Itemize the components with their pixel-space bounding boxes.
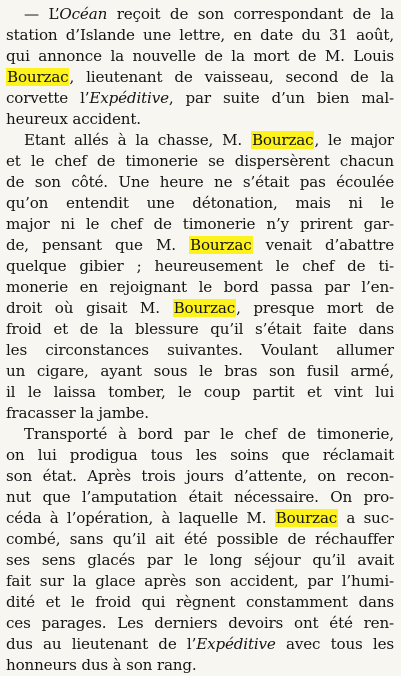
text-line: [6, 529, 394, 550]
text-segment: combé, sans qu’il ait été possible de réchauffer: [6, 530, 394, 548]
text-segment: , presque mort de: [236, 299, 394, 317]
text-segment: — L’: [24, 5, 60, 23]
text-line: [6, 424, 394, 445]
text-line: [6, 109, 394, 130]
text-segment: qui annonce la nouvelle de la mort de M. Louis: [6, 47, 394, 65]
text-segment: major ni le chef de timonerie n’y prirent gar-: [6, 215, 394, 233]
text-segment: avec tous les: [275, 635, 394, 653]
text-line: [6, 193, 394, 214]
text-segment: nut que l’amputation était nécessaire. On pro-: [6, 488, 394, 506]
article-body: [6, 4, 394, 676]
text-segment: corvette l’: [6, 89, 90, 107]
text-line: [6, 655, 394, 676]
text-segment: , par suite d’un bien mal-: [168, 89, 394, 107]
highlighted-name: Bourzac: [190, 236, 252, 254]
text-line: [6, 4, 394, 25]
text-line: [6, 613, 394, 634]
text-line: [6, 445, 394, 466]
text-line: [6, 277, 394, 298]
text-line: [6, 25, 394, 46]
text-line: [6, 256, 394, 277]
text-segment: on lui prodigua tous les soins que réclamait: [6, 446, 394, 464]
text-segment: et le chef de timonerie se dispersèrent chacun: [6, 152, 394, 170]
text-segment: fait sur la glace après son accident, par l’humi-: [6, 572, 394, 590]
italic-title: Expéditive: [89, 89, 169, 107]
text-line: [6, 130, 394, 151]
text-line: [6, 487, 394, 508]
text-segment: froid et de la blessure qu’il s’était faite dans: [6, 320, 394, 338]
text-segment: un cigare, ayant sous le bras son fusil armé,: [6, 362, 394, 380]
text-line: [6, 151, 394, 172]
highlighted-name: Bourzac: [173, 299, 236, 317]
text-segment: de, pensant que M.: [6, 236, 190, 254]
text-line: [6, 382, 394, 403]
text-segment: les circonstances suivantes. Voulant allumer: [6, 341, 394, 359]
text-segment: ces parages. Les derniers devoirs ont été ren-: [6, 614, 394, 632]
text-segment: céda à l’opération, à laquelle M.: [6, 509, 275, 527]
text-segment: monerie en rejoignant le bord passa par l’en-: [6, 278, 394, 296]
text-segment: Etant allés à la chasse, M.: [24, 131, 251, 149]
text-line: [6, 634, 394, 655]
text-line: [6, 67, 394, 88]
text-line: [6, 46, 394, 67]
text-segment: , lieutenant de vaisseau, second de la: [69, 68, 394, 86]
text-segment: , le major: [314, 131, 394, 149]
text-segment: il le laissa tomber, le coup partit et vint lui: [6, 383, 394, 401]
text-line: [6, 466, 394, 487]
text-line: [6, 172, 394, 193]
text-line: [6, 403, 394, 424]
text-segment: droit où gisait M.: [6, 299, 173, 317]
text-segment: dus au lieutenant de l’: [6, 635, 197, 653]
text-segment: reçoit de son correspondant de la: [107, 5, 394, 23]
text-line: [6, 508, 394, 529]
text-line: [6, 88, 394, 109]
text-line: [6, 298, 394, 319]
text-line: [6, 319, 394, 340]
text-segment: son état. Après trois jours d’attente, on recon-: [6, 467, 394, 485]
text-line: [6, 361, 394, 382]
text-segment: Transporté à bord par le chef de timonerie,: [24, 425, 394, 443]
text-segment: a suc-: [338, 509, 394, 527]
highlighted-name: Bourzac: [7, 68, 69, 86]
highlighted-name: Bourzac: [251, 131, 314, 149]
italic-title: Expéditive: [196, 635, 276, 653]
text-line: [6, 571, 394, 592]
italic-title: Océan: [59, 5, 108, 23]
text-segment: dité et le froid qui règnent constamment dans: [6, 593, 394, 611]
text-segment: station d’Islande une lettre, en date du 31 août,: [6, 26, 394, 44]
highlighted-name: Bourzac: [275, 509, 338, 527]
text-line: [6, 214, 394, 235]
text-line: [6, 550, 394, 571]
text-segment: de son côté. Une heure ne s’était pas écoulée: [6, 173, 394, 191]
text-segment: fracasser la jambe.: [6, 404, 149, 422]
text-segment: qu’on entendit une détonation, mais ni le: [6, 194, 394, 212]
text-line: [6, 340, 394, 361]
text-segment: quelque gibier ; heureusement le chef de ti-: [6, 257, 394, 275]
text-segment: honneurs dus à son rang.: [6, 656, 197, 674]
text-line: [6, 592, 394, 613]
text-segment: venait d’abattre: [252, 236, 394, 254]
text-segment: ses sens glacés par le long séjour qu’il avait: [6, 551, 394, 569]
text-segment: heureux accident.: [6, 110, 141, 128]
text-line: [6, 235, 394, 256]
